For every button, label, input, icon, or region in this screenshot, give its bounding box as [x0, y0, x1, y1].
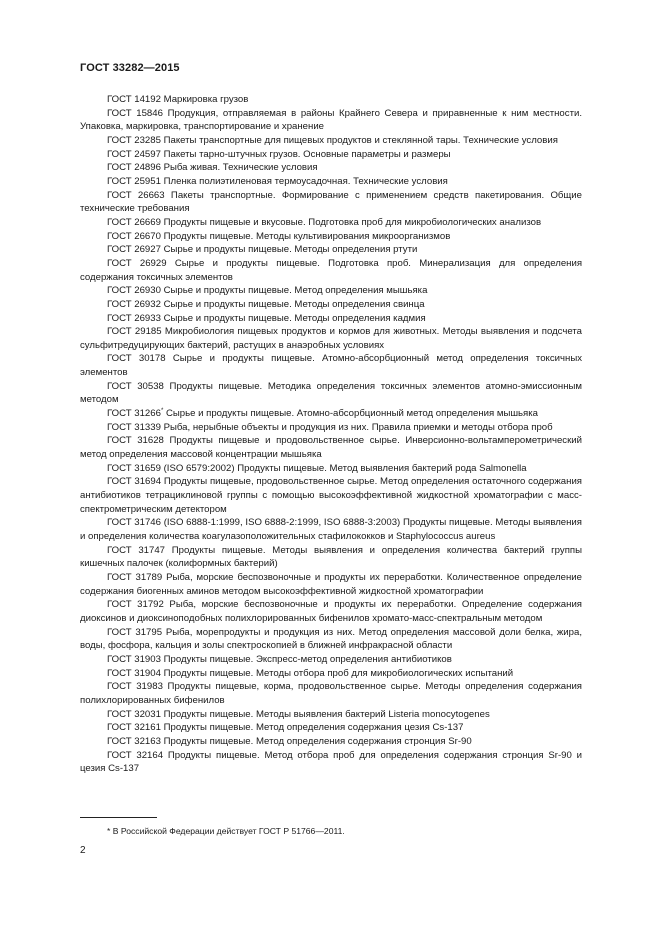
reference-code: ГОСТ 26930: [107, 285, 161, 297]
reference-title: Сырье и продукты пищевые. Подготовка проб. Минерализация для определения содержания токсичных элементов: [80, 257, 583, 283]
reference-item: [80, 708, 582, 722]
reference-item: [80, 134, 582, 148]
reference-code: ГОСТ 25951: [107, 175, 161, 187]
reference-item: [80, 284, 582, 298]
reference-title: Рыба живая. Технические условия: [163, 162, 318, 174]
reference-title: Пакеты транспортные. Формирование с применением средств пакетирования. Общие технические требования: [80, 189, 582, 215]
reference-item: [80, 475, 582, 516]
reference-code: ГОСТ 26932: [107, 298, 161, 310]
page-number: 2: [80, 845, 86, 856]
reference-item: [80, 462, 582, 476]
reference-code: ГОСТ 31747: [107, 544, 166, 556]
document-header: ГОСТ 33282—2015: [80, 62, 180, 74]
reference-item: [80, 626, 582, 653]
reference-code: ГОСТ 32163: [107, 735, 161, 747]
reference-code: ГОСТ 31904: [107, 667, 161, 679]
reference-item: [80, 175, 582, 189]
reference-item: [80, 653, 582, 667]
reference-title: Продукты пищевые. Метод определения содержания стронция Sr-90: [163, 735, 472, 747]
reference-item: [80, 257, 582, 284]
reference-code: ГОСТ 23285: [107, 134, 161, 146]
reference-title: Продукты пищевые. Методы выявления бактерий Listeria monocytogenes: [163, 708, 490, 720]
reference-item: [80, 571, 582, 598]
reference-title: Пакеты транспортные для пищевых продуктов и стеклянной тары. Технические условия: [163, 134, 558, 146]
reference-code: ГОСТ 30178: [107, 353, 166, 365]
reference-code: ГОСТ 32031: [107, 708, 161, 720]
reference-code: ГОСТ 31746 (ISO 6888-1:1999, ISO 6888-2:1999, ISO 6888-3:2003): [107, 517, 401, 529]
reference-item: [80, 107, 582, 134]
footnote-mark: *: [160, 408, 164, 415]
reference-code: ГОСТ 26663: [107, 189, 165, 201]
reference-title: Продукты пищевые. Методы выявления и определения количества коагулазоположительных стафилококков и Staphylococcus aureus: [80, 517, 582, 542]
reference-code: ГОСТ 31266: [107, 408, 161, 420]
reference-title: Продукты пищевые. Методы отбора проб для микробиологических испытаний: [163, 667, 514, 679]
reference-code: ГОСТ 31628: [107, 435, 164, 447]
reference-item: [80, 667, 582, 681]
reference-title: Продукты пищевые. Экспресс-метод определения антибиотиков: [163, 653, 452, 665]
reference-code: ГОСТ 26669: [107, 216, 161, 228]
reference-code: ГОСТ 26929: [107, 257, 167, 269]
reference-code: ГОСТ 24896: [107, 162, 161, 174]
reference-title: Пленка полиэтиленовая термоусадочная. Технические условия: [163, 175, 448, 187]
reference-code: ГОСТ 32164: [107, 749, 164, 761]
reference-title: Продукты пищевые. Методы культивирования микроорганизмов: [163, 230, 451, 242]
reference-title: Продукты пищевые, продовольственное сырье. Метод определения остаточного содержания антибиотиков тетрациклиновой группы с помощью высокоэффективной жидкостной хроматографии с масс-спектрометрическим детектором: [80, 476, 582, 515]
reference-title: Сырье и продукты пищевые. Метод определения мышьяка: [163, 285, 428, 297]
reference-item: [80, 352, 582, 379]
reference-item: [80, 735, 582, 749]
reference-title: Продукты пищевые. Методы выявления и определения количества бактерий группы кишечных палочек (колиформных бактерий): [80, 544, 582, 570]
reference-item: [80, 148, 582, 162]
reference-title: Рыба, морские беспозвоночные и продукты их переработки. Количественное определение содержания биогенных аминов методом высокоэффективной жидкостной хроматографии: [80, 571, 582, 597]
reference-title: Рыба, морские беспозвоночные и продукты их переработки. Определение содержания диоксинов и диоксиноподобных полихлорированных бифенилов хромато-масс-спектральным методом: [80, 599, 582, 624]
reference-code: ГОСТ 24597: [107, 148, 161, 160]
reference-title: Продукты пищевые. Метод отбора проб для определения содержания стронция Sr-90 и цезия Cs-137: [80, 749, 582, 775]
reference-item: [80, 230, 582, 244]
reference-item: [80, 544, 582, 571]
reference-title: Сырье и продукты пищевые. Атомно-абсорбционный метод определения токсичных элементов: [80, 353, 583, 379]
reference-title: Сырье и продукты пищевые. Методы определения свинца: [163, 298, 425, 310]
reference-code: ГОСТ 29185: [107, 326, 162, 338]
reference-item: [80, 161, 582, 175]
reference-title: Продукты пищевые и продовольственное сырье. Инверсионно-вольтамперометрический метод определения массовой концентрации мышьяка: [80, 435, 582, 461]
reference-title: Продукты пищевые, корма, продовольственное сырье. Методы определения содержания полихлорированных бифенилов: [80, 681, 582, 706]
reference-item: [80, 312, 582, 326]
reference-item: [80, 216, 582, 230]
reference-item: [80, 516, 582, 543]
reference-code: ГОСТ 31795: [107, 626, 163, 638]
reference-code: ГОСТ 31983: [107, 681, 163, 693]
reference-item: [80, 243, 582, 257]
reference-title: Рыба, морепродукты и продукция из них. Метод определения массовой доли белка, жира, воды, фосфора, кальция и золы спектроскопией в ближней инфракрасной области: [80, 626, 583, 652]
reference-title: Продукты пищевые. Метод определения содержания цезия Cs-137: [163, 722, 464, 734]
reference-item: [80, 298, 582, 312]
normative-references-list: [80, 93, 582, 776]
reference-item: [80, 407, 582, 421]
reference-item: [80, 325, 582, 352]
reference-title: Продукция, отправляемая в районы Крайнего Севера и приравненные к ним местности. Упаковка, маркировка, транспортирование и хранение: [80, 107, 582, 133]
reference-item: [80, 380, 582, 407]
reference-title: Продукты пищевые и вкусовые. Подготовка проб для микробиологических анализов: [163, 216, 542, 228]
reference-title: Рыба, нерыбные объекты и продукция из них. Правила приемки и методы отбора проб: [163, 421, 553, 433]
reference-title: Сырье и продукты пищевые. Методы определения ртути: [163, 244, 418, 256]
reference-code: ГОСТ 31659 (ISO 6579:2002): [107, 462, 235, 474]
reference-code: ГОСТ 14192: [107, 94, 161, 105]
reference-code: ГОСТ 31694: [107, 476, 162, 488]
reference-title: Маркировка грузов: [163, 94, 249, 105]
reference-item: [80, 749, 582, 776]
reference-item: [80, 421, 582, 435]
reference-title: Микробиология пищевых продуктов и кормов для животных. Методы выявления и подсчета сульфитредуцирующих бактерий, растущих в анаэробных условиях: [80, 326, 582, 351]
reference-title: Пакеты тарно-штучных грузов. Основные параметры и размеры: [163, 148, 451, 160]
reference-code: ГОСТ 31792: [107, 599, 164, 611]
reference-code: ГОСТ 30538: [107, 380, 164, 392]
reference-item: [80, 434, 582, 461]
reference-code: ГОСТ 26933: [107, 312, 161, 324]
reference-item: [80, 93, 582, 107]
reference-code: ГОСТ 31903: [107, 653, 161, 665]
reference-code: ГОСТ 31789: [107, 571, 163, 583]
reference-title: Продукты пищевые. Метод выявления бактерий рода Salmonella: [237, 462, 527, 474]
reference-item: [80, 721, 582, 735]
reference-item: [80, 680, 582, 707]
footnote: * В Российской Федерации действует ГОСТ Р 51766—2011.: [107, 826, 345, 836]
reference-code: ГОСТ 32161: [107, 722, 161, 734]
reference-code: ГОСТ 26927: [107, 244, 161, 256]
reference-title: Сырье и продукты пищевые. Атомно-абсорбционный метод определения мышьяка: [165, 408, 538, 420]
reference-title: Продукты пищевые. Методика определения токсичных элементов атомно-эмиссионным методом: [80, 380, 582, 406]
reference-title: Сырье и продукты пищевые. Методы определения кадмия: [163, 312, 426, 324]
reference-code: ГОСТ 26670: [107, 230, 161, 242]
reference-code: ГОСТ 31339: [107, 421, 161, 433]
reference-item: [80, 598, 582, 625]
reference-item: [80, 189, 582, 216]
reference-code: ГОСТ 15846: [107, 107, 163, 119]
footnote-separator: [80, 817, 157, 818]
